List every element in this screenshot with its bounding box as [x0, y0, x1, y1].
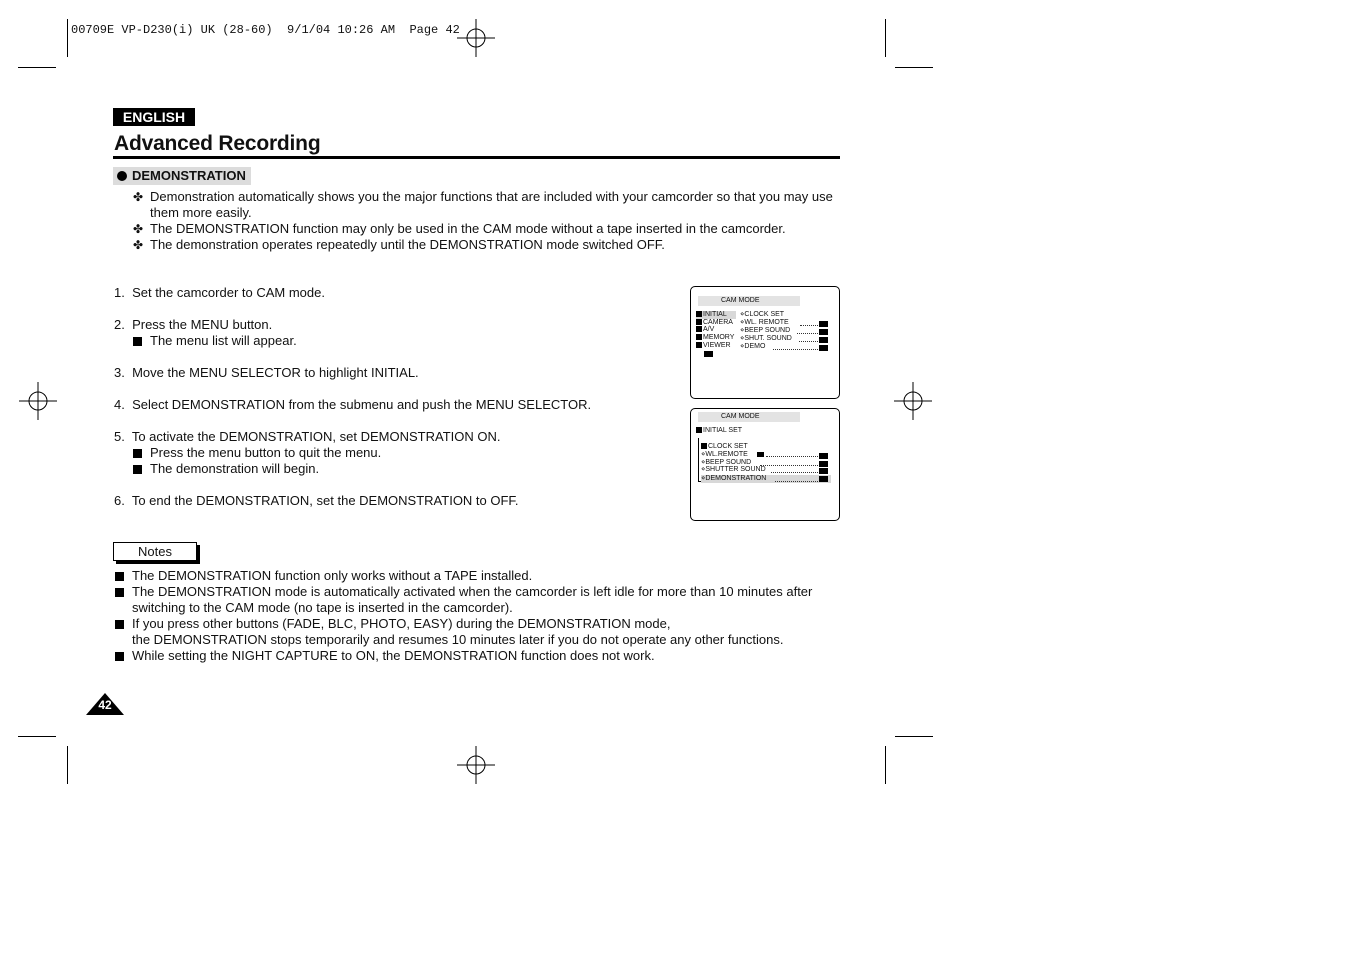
remote-icon	[757, 452, 764, 457]
square-bullet-icon	[133, 465, 142, 474]
submenu-item-demonstration: ⋄DEMONSTRATION	[701, 475, 831, 483]
folder-icon	[701, 443, 707, 449]
dot-leader	[760, 465, 818, 466]
submenu-item-label: BEEP SOUND	[705, 459, 752, 466]
step-item: 4. Select DEMONSTRATION from the submenu and push the MENU SELECTOR.	[114, 397, 592, 412]
bullet-dot-icon	[117, 171, 127, 181]
dot-leader	[800, 325, 818, 326]
note-item: The DEMONSTRATION function only works without a TAPE installed.	[132, 568, 533, 583]
section-heading-label: DEMONSTRATION	[132, 168, 246, 183]
dot-leader	[775, 481, 818, 482]
submenu-item: ⋄CLOCK SET	[740, 311, 785, 318]
intro-bullet-text: The DEMONSTRATION function may only be used in the CAM mode without a tape inserted in the camcorder.	[150, 221, 786, 236]
dot-leader	[773, 349, 818, 350]
memory-icon	[696, 334, 702, 340]
submenu-item	[701, 443, 748, 451]
step-subitem: Press the menu button to quit the menu.	[150, 445, 382, 460]
menu-item-label: MEMORY	[703, 334, 735, 341]
header-slug: 00709E VP-D230(i) UK (28-60) 9/1/04 10:26 AM Page 42	[71, 23, 460, 37]
square-bullet-icon	[115, 620, 124, 629]
submenu-item-label: DEMO	[744, 343, 766, 350]
tree-line	[698, 438, 699, 481]
square-bullet-icon	[115, 588, 124, 597]
setting-icon	[819, 337, 828, 343]
submenu-item-label: SHUTTER SOUND	[705, 466, 766, 473]
submenu-item-label: WL. REMOTE	[744, 319, 789, 326]
submenu-item-label: SHUT. SOUND	[744, 335, 792, 342]
viewer-icon	[696, 342, 702, 348]
registration-mark-right	[894, 382, 932, 420]
dot-leader	[797, 333, 818, 334]
cross-bullet-icon: ✤	[133, 222, 144, 236]
screen-heading-label: INITIAL SET	[703, 427, 743, 434]
setting-icon	[819, 468, 828, 474]
square-bullet-icon	[133, 337, 142, 346]
setting-icon	[819, 453, 828, 459]
dot-leader	[771, 472, 818, 473]
submenu-item: ⋄SHUT. SOUND	[740, 335, 792, 342]
note-item: the DEMONSTRATION stops temporarily and resumes 10 minutes later if you do not operate any other functions.	[132, 632, 784, 647]
cross-bullet-icon: ✤	[133, 190, 144, 204]
menu-item-label: INITIAL	[703, 311, 727, 318]
submenu-item: ⋄BEEP SOUND	[740, 327, 791, 334]
setting-icon	[819, 329, 828, 335]
menu-screen-1	[690, 286, 840, 399]
setting-icon	[819, 461, 828, 467]
step-item: 3. Move the MENU SELECTOR to highlight INITIAL.	[114, 365, 419, 380]
submenu-item: ⋄DEMO	[740, 343, 766, 350]
submenu-item-label: CLOCK SET	[744, 311, 785, 318]
menu-item-initial	[696, 311, 736, 319]
dot-leader	[766, 456, 818, 457]
step-item: 1. Set the camcorder to CAM mode.	[114, 285, 325, 300]
submenu-item: ⋄WL.REMOTE	[701, 451, 748, 458]
step-item: 5. To activate the DEMONSTRATION, set DEMONSTRATION ON.	[114, 429, 501, 444]
section-heading	[113, 167, 251, 185]
square-bullet-icon	[115, 652, 124, 661]
screen-title: CAM MODE	[698, 412, 800, 422]
submenu-item-label: BEEP SOUND	[744, 327, 791, 334]
dot-leader	[799, 341, 818, 342]
submenu-item: ⋄SHUTTER SOUND	[701, 466, 766, 473]
note-item: The DEMONSTRATION mode is automatically activated when the camcorder is left idle for more than 10 minutes after	[132, 584, 813, 599]
square-bullet-icon	[133, 449, 142, 458]
submenu-item-label: DEMONSTRATION	[705, 475, 767, 482]
folder-icon	[696, 311, 702, 317]
registration-mark-top	[457, 19, 495, 57]
intro-bullet-text: them more easily.	[150, 205, 252, 220]
menu-item-av	[696, 326, 714, 334]
camera-icon	[696, 319, 702, 325]
square-bullet-icon	[115, 572, 124, 581]
menu-item-viewer	[696, 342, 731, 350]
menu-item-label: VIEWER	[703, 342, 731, 349]
av-icon	[696, 326, 702, 332]
submenu-item: ⋄BEEP SOUND	[701, 459, 752, 466]
note-item: While setting the NIGHT CAPTURE to ON, the DEMONSTRATION function does not work.	[132, 648, 655, 663]
step-item: 6. To end the DEMONSTRATION, set the DEMONSTRATION to OFF.	[114, 493, 519, 508]
note-item: If you press other buttons (FADE, BLC, PHOTO, EASY) during the DEMONSTRATION mode,	[132, 616, 671, 631]
cross-bullet-icon: ✤	[133, 238, 144, 252]
setting-icon	[819, 345, 828, 351]
setting-icon	[819, 476, 828, 482]
language-badge: ENGLISH	[113, 108, 195, 126]
submenu-item-label: WL.REMOTE	[705, 451, 748, 458]
screen-heading	[696, 427, 742, 435]
intro-bullet-text: Demonstration automatically shows you the major functions that are included with your camcorder so that you may use	[150, 189, 833, 204]
page-title: Advanced Recording	[114, 132, 321, 155]
step-subitem: The demonstration will begin.	[150, 461, 320, 476]
menu-screen-2	[690, 408, 840, 521]
menu-item-label: A/V	[703, 326, 715, 333]
registration-mark-left	[19, 382, 57, 420]
folder-icon	[696, 427, 702, 433]
menu-item-label: CAMERA	[703, 319, 733, 326]
step-subitem: The menu list will appear.	[150, 333, 297, 348]
screen-title: CAM MODE	[698, 296, 800, 306]
menu-item-memory	[696, 334, 734, 342]
registration-mark-bottom	[457, 746, 495, 784]
submenu-item-label: CLOCK SET	[708, 443, 748, 450]
setting-icon	[819, 321, 828, 327]
notes-label: Notes	[113, 542, 197, 561]
title-rule	[113, 156, 840, 159]
step-item: 2. Press the MENU button.	[114, 317, 273, 332]
return-icon	[704, 351, 713, 357]
submenu-item: ⋄WL. REMOTE	[740, 319, 789, 326]
page-number: 42	[98, 698, 112, 712]
note-item: switching to the CAM mode (no tape is inserted in the camcorder).	[132, 600, 513, 615]
intro-bullet-text: The demonstration operates repeatedly until the DEMONSTRATION mode switched OFF.	[150, 237, 665, 252]
